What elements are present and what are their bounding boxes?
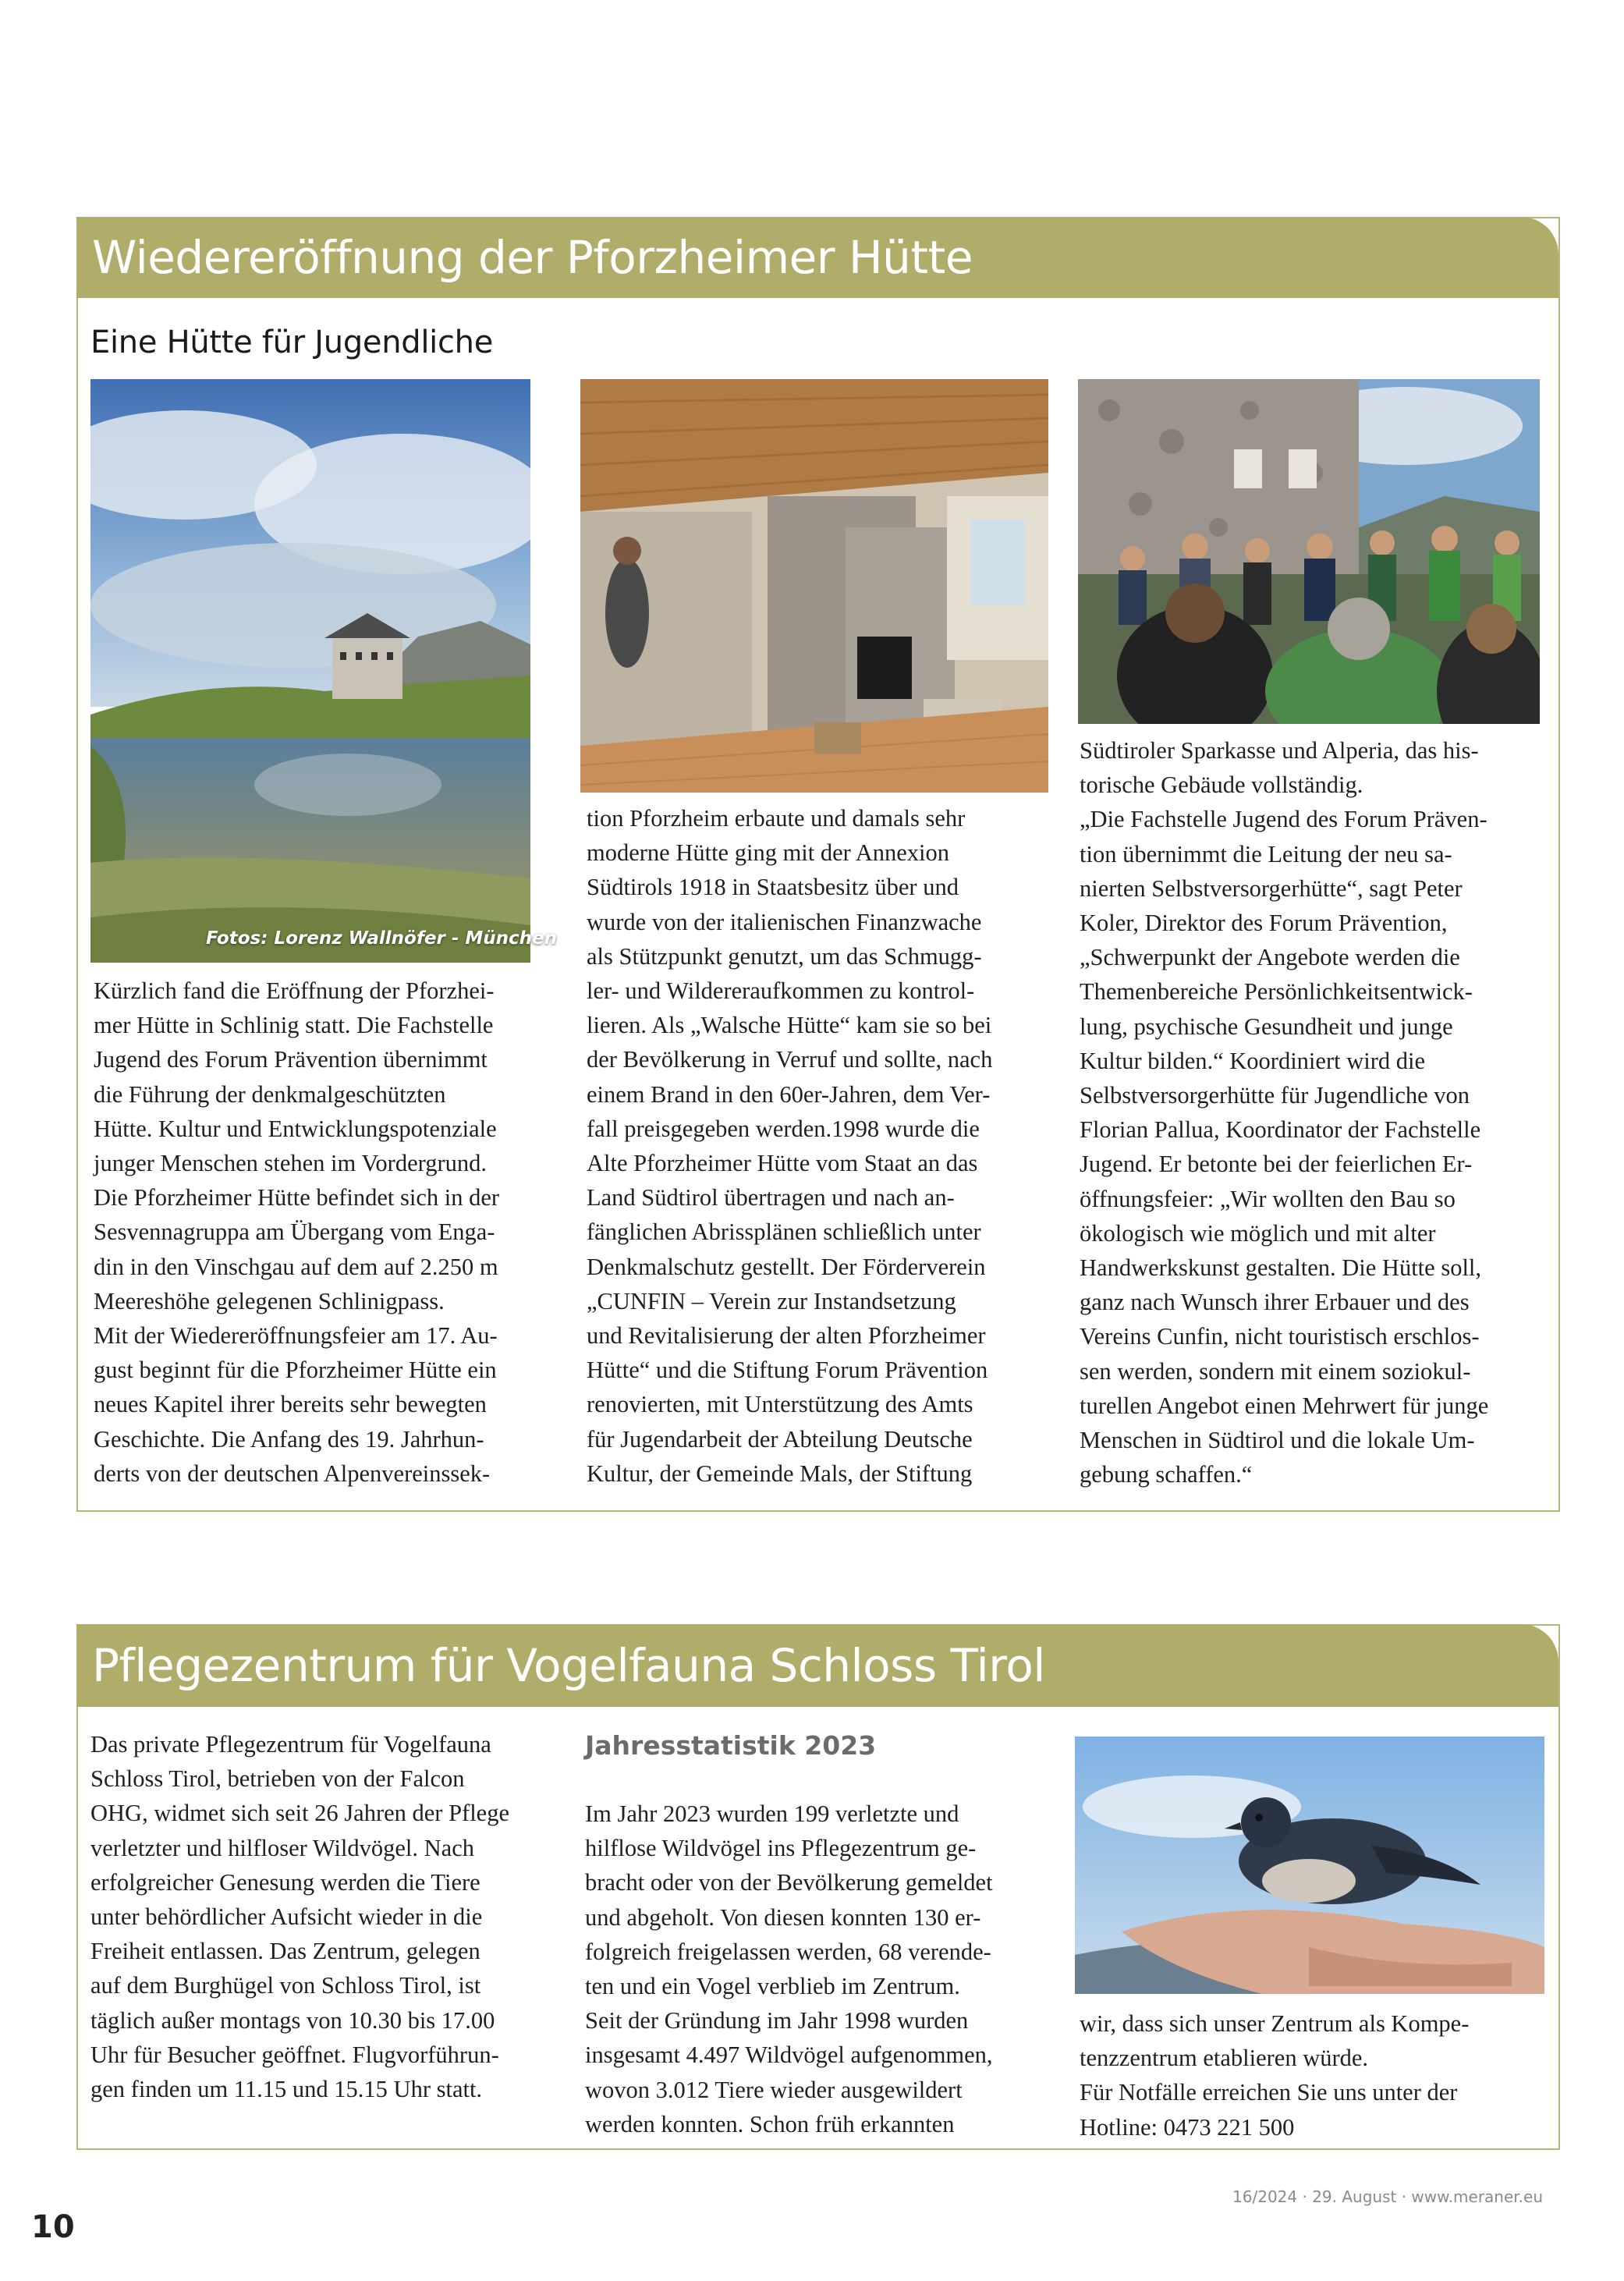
text-line: Geschichte. Die Anfang des 19. Jahrhun- [94, 1425, 484, 1453]
text-line: Themenbereiche Persönlichkeitsentwick- [1080, 978, 1473, 1006]
text-line: Jugend. Er betonte bei der feierlichen Er- [1080, 1151, 1473, 1178]
text-line: täglich außer montags von 10.30 bis 17.00 [90, 2006, 495, 2034]
text-line: und abgeholt. Von diesen konnten 130 er- [585, 1903, 981, 1931]
text-line: unter behördlicher Aufsicht wieder in die [90, 1903, 483, 1931]
text-line: Alte Pforzheimer Hütte vom Staat an das [587, 1150, 978, 1177]
text-line: Menschen in Südtirol und die lokale Um- [1080, 1427, 1475, 1454]
article-subtitle-1: Eine Hütte für Jugendliche [90, 325, 494, 360]
text-line: Mit der Wiedereröffnungsfeier am 17. Au- [94, 1322, 498, 1350]
text-line: Handwerkskunst gestalten. Die Hütte soll, [1080, 1254, 1482, 1282]
text-line: Koler, Direktor des Forum Prävention, [1080, 910, 1448, 937]
text-line: und Revitalisierung der alten Pforzheimer [587, 1322, 986, 1350]
article1-column-3 [1080, 733, 1488, 1492]
text-line: insgesamt 4.497 Wildvögel aufgenommen, [585, 2042, 993, 2069]
text-line: werden konnten. Schon früh erkannten [585, 2110, 955, 2137]
text-line: din in den Vinschgau auf dem auf 2.250 m [94, 1253, 498, 1280]
text-line: Sesvennagruppa am Übergang vom Enga- [94, 1219, 495, 1246]
photo-mountain-hut [90, 379, 530, 963]
text-line: Schloss Tirol, betrieben von der Falcon [90, 1765, 465, 1793]
article2-subtitle: Jahresstatistik 2023 [585, 1730, 877, 1761]
text-line: Kürzlich fand die Eröffnung der Pforzhei- [94, 977, 495, 1004]
text-line: tion übernimmt die Leitung der neu sa- [1080, 840, 1452, 867]
text-line: Hütte“ und die Stiftung Forum Prävention [587, 1357, 988, 1384]
text-line: für Jugendarbeit der Abteilung Deutsche [587, 1425, 973, 1453]
text-line: einem Brand in den 60er-Jahren, dem Ver- [587, 1080, 991, 1108]
text-line: ganz nach Wunsch ihrer Erbauer und des [1080, 1289, 1470, 1316]
text-line: Südtirols 1918 in Staatsbesitz über und [587, 874, 959, 901]
text-line: Land Südtirol übertragen und nach an- [587, 1184, 955, 1211]
text-line: auf dem Burghügel von Schloss Tirol, ist [90, 1972, 481, 1999]
text-line: moderne Hütte ging mit der Annexion [587, 839, 950, 867]
text-line: der Bevölkerung in Verruf und sollte, nach [587, 1046, 993, 1073]
article-title-1: Wiedereröffnung der Pforzheimer Hütte [76, 217, 1558, 298]
text-line: Jugend des Forum Prävention übernimmt [94, 1046, 488, 1073]
text-line: Freiheit entlassen. Das Zentrum, gelegen [90, 1938, 480, 1965]
text-line: bracht oder von der Bevölkerung gemeldet [585, 1869, 993, 1896]
text-line: wovon 3.012 Tiere wieder ausgewildert [585, 2076, 963, 2103]
text-line: folgreich freigelassen werden, 68 verende- [585, 1938, 991, 1965]
article2-column-2 [585, 1797, 993, 2141]
text-line: neues Kapitel ihrer bereits sehr bewegten [94, 1391, 487, 1418]
text-line: Kultur bilden.“ Koordiniert wird die [1080, 1047, 1425, 1074]
text-line: Die Pforzheimer Hütte befindet sich in der [94, 1184, 500, 1211]
text-line: die Führung der denkmalgeschützten [94, 1080, 446, 1108]
text-line: tion Pforzheim erbaute und damals sehr [587, 805, 966, 832]
text-line: derts von der deutschen Alpenvereinssek- [94, 1460, 491, 1487]
text-line: torische Gebäude vollständig. [1080, 772, 1363, 799]
text-line: Das private Pflegezentrum für Vogelfauna [90, 1731, 491, 1758]
photo-bird-in-hand [1075, 1736, 1544, 1994]
text-line: Uhr für Besucher geöffnet. Flugvorführun- [90, 2041, 499, 2068]
text-line: ler- und Wildereraufkommen zu kontrol- [587, 977, 975, 1005]
text-line: als Stützpunkt genutzt, um das Schmugg- [587, 942, 982, 970]
text-line: ökologisch wie möglich und mit alter [1080, 1219, 1436, 1247]
text-line: Kultur, der Gemeinde Mals, der Stiftung [587, 1460, 973, 1487]
article1-column-1 [94, 974, 499, 1491]
text-line: hilflose Wildvögel ins Pflegezentrum ge- [585, 1835, 977, 1862]
text-line: wir, dass sich unser Zentrum als Kompe- [1080, 2010, 1470, 2037]
text-line: gust beginnt für die Pforzheimer Hütte ein [94, 1357, 497, 1384]
text-line: Selbstversorgerhütte für Jugendliche von [1080, 1082, 1470, 1109]
article2-column-1 [90, 1727, 509, 2106]
text-line: Hotline: 0473 221 500 [1080, 2113, 1295, 2141]
text-line: fall preisgegeben werden.1998 wurde die [587, 1115, 980, 1142]
text-line: Seit der Gründung im Jahr 1998 wurden [585, 2007, 969, 2034]
text-line: erfolgreicher Genesung werden die Tiere [90, 1868, 480, 1896]
article-title-2: Pflegezentrum für Vogelfauna Schloss Tirol [76, 1624, 1558, 1707]
photo-hut-interior [580, 379, 1048, 793]
text-line: turellen Angebot einen Mehrwert für junge [1080, 1392, 1489, 1419]
text-line: Im Jahr 2023 wurden 199 verletzte und [585, 1800, 959, 1827]
photo-credit: Fotos: Lorenz Wallnöfer - München [206, 928, 557, 949]
text-line: mer Hütte in Schlinig statt. Die Fachstelle [94, 1012, 494, 1039]
text-line: „CUNFIN – Verein zur Instandsetzung [587, 1287, 956, 1314]
article1-column-2 [587, 801, 992, 1491]
text-line: öffnungsfeier: „Wir wollten den Bau so [1080, 1185, 1456, 1212]
text-line: Florian Pallua, Koordinator der Fachstelle [1080, 1116, 1481, 1144]
text-line: gebung schaffen.“ [1080, 1461, 1253, 1488]
article2-column-3 [1080, 2006, 1469, 2144]
text-line: „Die Fachstelle Jugend des Forum Präven- [1080, 806, 1487, 833]
text-line: „Schwerpunkt der Angebote werden die [1080, 944, 1460, 971]
page-number: 10 [31, 2209, 75, 2245]
text-line: Für Notfälle erreichen Sie uns unter der [1080, 2079, 1458, 2106]
text-line: Denkmalschutz gestellt. Der Förderverein [587, 1253, 986, 1280]
text-line: Hütte. Kultur und Entwicklungspotenziale [94, 1115, 497, 1142]
text-line: Meereshöhe gelegenen Schlinigpass. [94, 1287, 445, 1314]
text-line: tenzzentrum etablieren würde. [1080, 2045, 1369, 2072]
text-line: OHG, widmet sich seit 26 Jahren der Pflege [90, 1800, 510, 1827]
text-line: Vereins Cunfin, nicht touristisch erschlos- [1080, 1323, 1480, 1350]
text-line: Südtiroler Sparkasse und Alperia, das his- [1080, 737, 1479, 764]
photo-opening-crowd [1078, 379, 1540, 724]
text-line: fänglichen Abrissplänen schließlich unter [587, 1219, 981, 1246]
text-line: gen finden um 11.15 und 15.15 Uhr statt. [90, 2076, 483, 2103]
text-line: wurde von der italienischen Finanzwache [587, 908, 982, 935]
text-line: sen werden, sondern mit einem soziokul- [1080, 1357, 1471, 1385]
text-line: renovierten, mit Unterstützung des Amts [587, 1391, 973, 1418]
text-line: ten und ein Vogel verblieb im Zentrum. [585, 1973, 960, 2000]
text-line: lung, psychische Gesundheit und junge [1080, 1013, 1453, 1040]
page-footer: 16/2024 · 29. August · www.meraner.eu [1232, 2187, 1543, 2206]
text-line: lieren. Als „Walsche Hütte“ kam sie so bei [587, 1012, 992, 1039]
text-line: nierten Selbstversorgerhütte“, sagt Peter [1080, 874, 1463, 902]
text-line: junger Menschen stehen im Vordergrund. [94, 1150, 488, 1177]
text-line: verletzter und hilfloser Wildvögel. Nach [90, 1834, 474, 1861]
